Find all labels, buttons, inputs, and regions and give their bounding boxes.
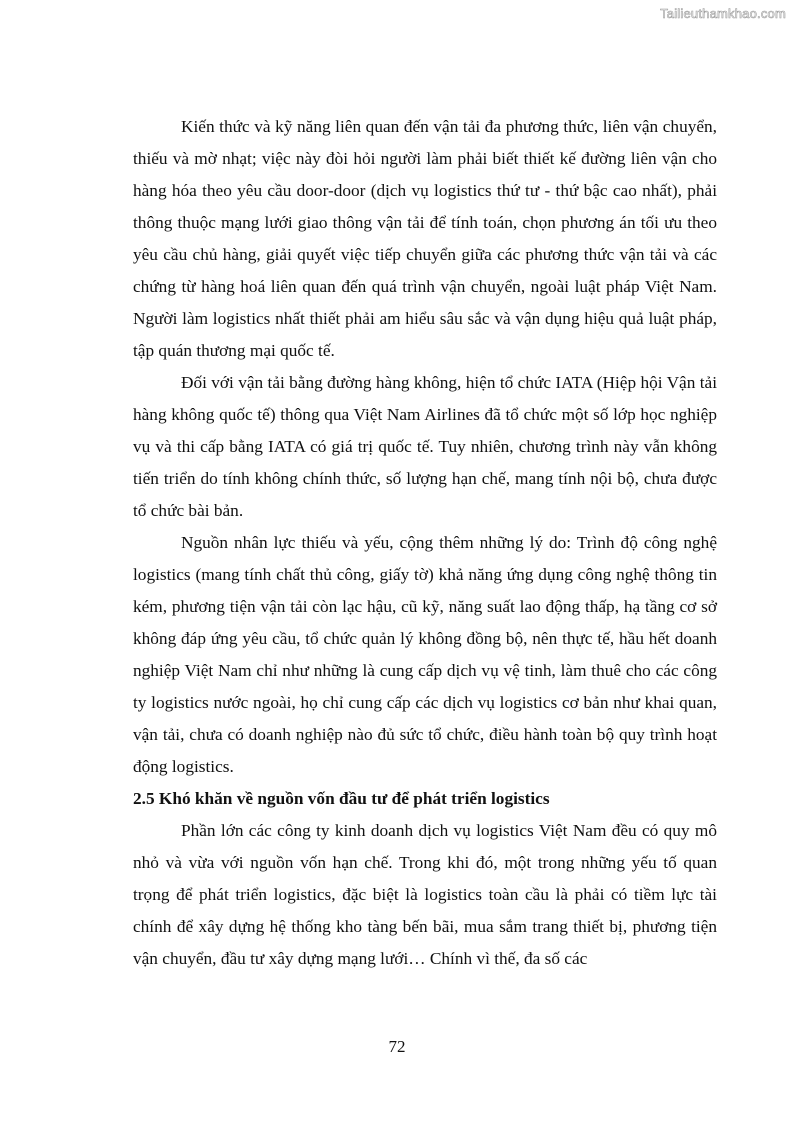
paragraph-multimodal-knowledge: Kiến thức và kỹ năng liên quan đến vận tải đa phương thức, liên vận chuyển, thiếu và mờ nhạt; việc này đòi hỏi người làm phải biết thiết kế đường liên vận cho hàng hóa theo yêu cầu door-door (dịch vụ logistics thứ tư - thứ bậc cao nhất), phải thông thuộc mạng lưới giao thông vận tải để tính toán, chọn phương án tối ưu theo yêu cầu chủ hàng, giải quyết việc tiếp chuyển giữa các phương thức vận tải và các chứng từ hàng hoá liên quan đến quá trình vận chuyển, ngoài luật pháp Việt Nam. Người làm logistics nhất thiết phải am hiểu sâu sắc và vận dụng hiệu quả luật pháp, tập quán thương mại quốc tế. <box>133 117 717 360</box>
page-number: 72 <box>388 1037 406 1056</box>
section-heading: 2.5 Khó khăn về nguồn vốn đầu tư để phát triển logistics <box>133 789 550 808</box>
document-body <box>133 111 717 975</box>
watermark-text: Tailieuthamkhao.com <box>660 6 786 21</box>
paragraph-human-resources: Nguồn nhân lực thiếu và yếu, cộng thêm những lý do: Trình độ công nghệ logistics (mang tính chất thủ công, giấy tờ) khả năng ứng dụng công nghệ thông tin kém, phương tiện vận tải còn lạc hậu, cũ kỹ, năng suất lao động thấp, hạ tầng cơ sở không đáp ứng yêu cầu, tổ chức quản lý không đồng bộ, nên thực tế, hầu hết doanh nghiệp Việt Nam chỉ như những là cung cấp dịch vụ vệ tinh, làm thuê cho các công ty logistics nước ngoài, họ chỉ cung cấp các dịch vụ logistics cơ bản như khai quan, vận tải, chưa có doanh nghiệp nào đủ sức tổ chức, điều hành toàn bộ quy trình hoạt động logistics. <box>133 533 717 776</box>
paragraph-iata-training: Đối với vận tải bằng đường hàng không, hiện tổ chức IATA (Hiệp hội Vận tải hàng không quốc tế) thông qua Việt Nam Airlines đã tổ chức một số lớp học nghiệp vụ và thi cấp bằng IATA có giá trị quốc tế. Tuy nhiên, chương trình này vẫn không tiến triển do tính không chính thức, số lượng hạn chế, mang tính nội bộ, chưa được tổ chức bài bản. <box>133 373 717 520</box>
paragraph-capital-difficulties: Phần lớn các công ty kinh doanh dịch vụ logistics Việt Nam đều có quy mô nhỏ và vừa với nguồn vốn hạn chế. Trong khi đó, một trong những yếu tố quan trọng để phát triển logistics, đặc biệt là logistics toàn cầu là phải có tiềm lực tài chính để xây dựng hệ thống kho tàng bến bãi, mua sắm trang thiết bị, phương tiện vận chuyển, đầu tư xây dựng mạng lưới… Chính vì thế, đa số các <box>133 821 717 968</box>
